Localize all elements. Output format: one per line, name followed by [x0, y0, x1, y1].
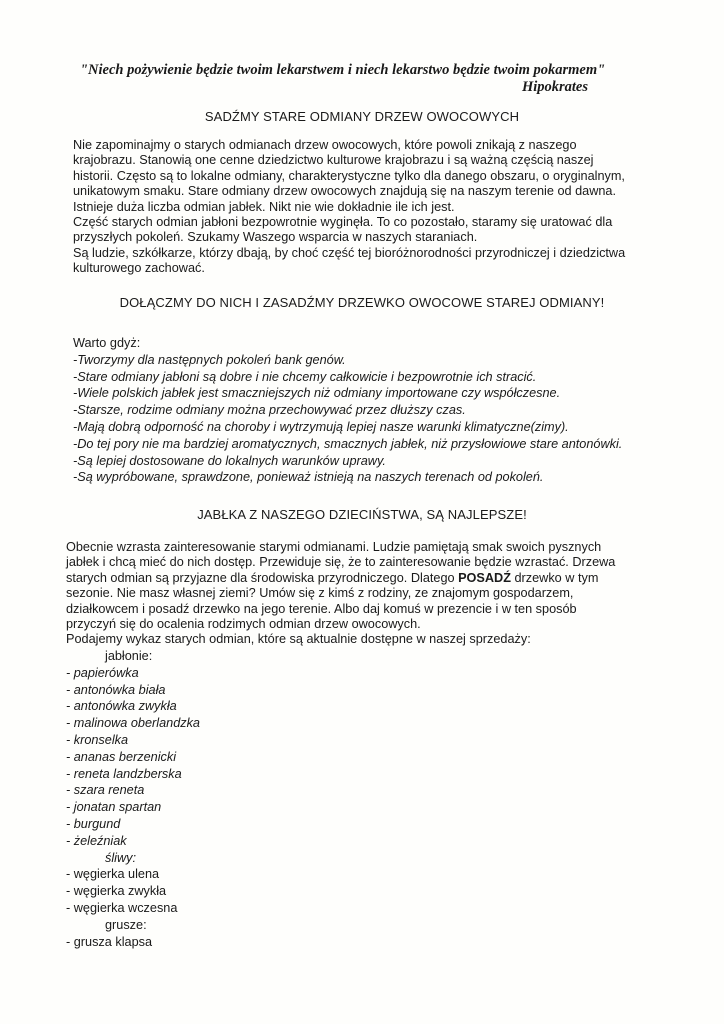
intro-line: Nie zapominajmy o starych odmianach drzew owocowych, które powoli znikają z naszego — [73, 138, 577, 152]
pear-variety: - grusza klapsa — [66, 934, 153, 949]
apples-label: jabłonie: — [105, 649, 153, 663]
reason-item: -Tworzymy dla następnych pokoleń bank genów. — [73, 352, 346, 367]
body-line: jabłek i chcą mieć do nich dostęp. Przewiduje się, że to zainteresowanie będzie wzrastać. Drzewa — [66, 555, 616, 570]
intro-line: historii. Często są to lokalne odmiany, charakterystyczne tylko dla danego obszaru, o oryginalnym, — [73, 168, 625, 183]
hippocrates-quote — [80, 62, 640, 96]
reason-item: -Wiele polskich jabłek jest smaczniejszych niż odmiany importowane czy współczesne. — [73, 386, 561, 401]
intro-line: krajobrazu. Stanowią one cenne dziedzictwo kulturowe krajobrazu i są ważną częścią naszej — [73, 153, 594, 168]
apple-variety: - burgund — [66, 816, 121, 831]
plum-variety: - węgierka wczesna — [66, 900, 178, 915]
intro-paragraph — [73, 138, 673, 277]
body-line: przyczyń się do ocalenia rodzimych odmian drzew owocowych. — [66, 617, 421, 632]
apple-variety: - jonatan spartan — [66, 800, 162, 815]
body-line: Podajemy wykaz starych odmian, które są aktualnie dostępne w naszej sprzedaży: — [66, 632, 531, 647]
reason-item: -Starsze, rodzime odmiany można przechowywać przez dłuższy czas. — [73, 403, 466, 418]
intro-line: unikatowym smaku. Stare odmiany drzew owocowych znajdują się na naszym terenie od dawna. — [73, 184, 617, 199]
apple-variety: - papierówka — [66, 665, 139, 680]
apple-variety: - antonówka zwykła — [66, 699, 177, 714]
apple-variety: - reneta landzberska — [66, 766, 182, 781]
apple-variety: - żeleźniak — [66, 833, 127, 848]
body-text: drzewko w tym — [510, 570, 599, 585]
childhood-paragraph — [66, 540, 676, 648]
plums-label: śliwy: — [105, 850, 137, 865]
heading-join-us: DOŁĄCZMY DO NICH I ZASADŹMY DRZEWKO OWOCOWE STAREJ ODMIANY! — [119, 295, 605, 310]
plum-variety: - węgierka zwykła — [66, 884, 167, 899]
intro-line: Są ludzie, szkółkarze, którzy dbają, by choć część tej bioróżnorodności przyrodniczej i dziedzictwa — [73, 245, 626, 260]
quote-author: Hipokrates — [521, 79, 588, 95]
reason-item: -Stare odmiany jabłoni są dobre i nie chcemy całkowicie i bezpowrotnie ich stracić. — [73, 369, 537, 384]
intro-line: przyszłych pokoleń. Szukamy Waszego wsparcia w naszych staraniach. — [73, 230, 478, 245]
apple-variety: - malinowa oberlandzka — [66, 716, 200, 731]
pears-label: grusze: — [105, 917, 147, 932]
intro-line: Istnieje duża liczba odmian jabłek. Nikt nie wie dokładnie ile ich jest. — [73, 199, 455, 214]
body-line — [66, 571, 676, 586]
plant-emphasis: POSADŹ — [458, 570, 511, 585]
reasons-section — [73, 335, 673, 486]
reason-item: -Mają dobrą odporność na choroby i wytrzymują lepiej nasze warunki klimatyczne(zimy). — [73, 419, 569, 434]
body-text: starych odmian są przyjazne dla środowiska przyrodniczego. Dlatego — [66, 570, 459, 585]
reason-item: -Są lepiej dostosowane do lokalnych warunków uprawy. — [73, 453, 386, 468]
heading-childhood-apples: JABŁKA Z NASZEGO DZIECIŃSTWA, SĄ NAJLEPSZE! — [197, 507, 527, 522]
apple-variety: - kronselka — [66, 732, 129, 747]
apple-variety: - antonówka biała — [66, 682, 166, 697]
plum-variety: - węgierka ulena — [66, 867, 160, 882]
body-line: Obecnie wzrasta zainteresowanie starymi odmianami. Ludzie pamiętają smak swoich pysznych — [66, 540, 602, 554]
body-line: działkowcem i posadź drzewko na jego terenie. Albo daj komuś w prezencie i w ten sposób — [66, 601, 577, 616]
quote-text: "Niech pożywienie będzie twoim lekarstwem i niech lekarstwo będzie twoim pokarmem" — [80, 62, 606, 78]
body-line: sezonie. Nie masz własnej ziemi? Umów się z kimś z rodziny, ze znajomym gospodarzem, — [66, 586, 574, 601]
heading-plant-old-varieties: SADŹMY STARE ODMIANY DRZEW OWOCOWYCH — [204, 109, 520, 124]
intro-line: kulturowego zachować. — [73, 261, 205, 276]
reason-item: -Są wypróbowane, sprawdzone, ponieważ istnieją na naszych terenach od pokoleń. — [73, 470, 544, 485]
apple-variety: - ananas berzenicki — [66, 749, 177, 764]
reason-item: -Do tej pory nie ma bardziej aromatycznych, smacznych jabłek, niż przysłowiowe stare antonówki. — [73, 436, 623, 451]
reasons-title: Warto gdyż: — [73, 336, 141, 350]
apple-variety: - szara reneta — [66, 783, 145, 798]
varieties-list — [66, 648, 666, 950]
intro-line: Część starych odmian jabłoni bezpowrotnie wyginęła. To co pozostało, staramy się uratować dla — [73, 215, 613, 230]
